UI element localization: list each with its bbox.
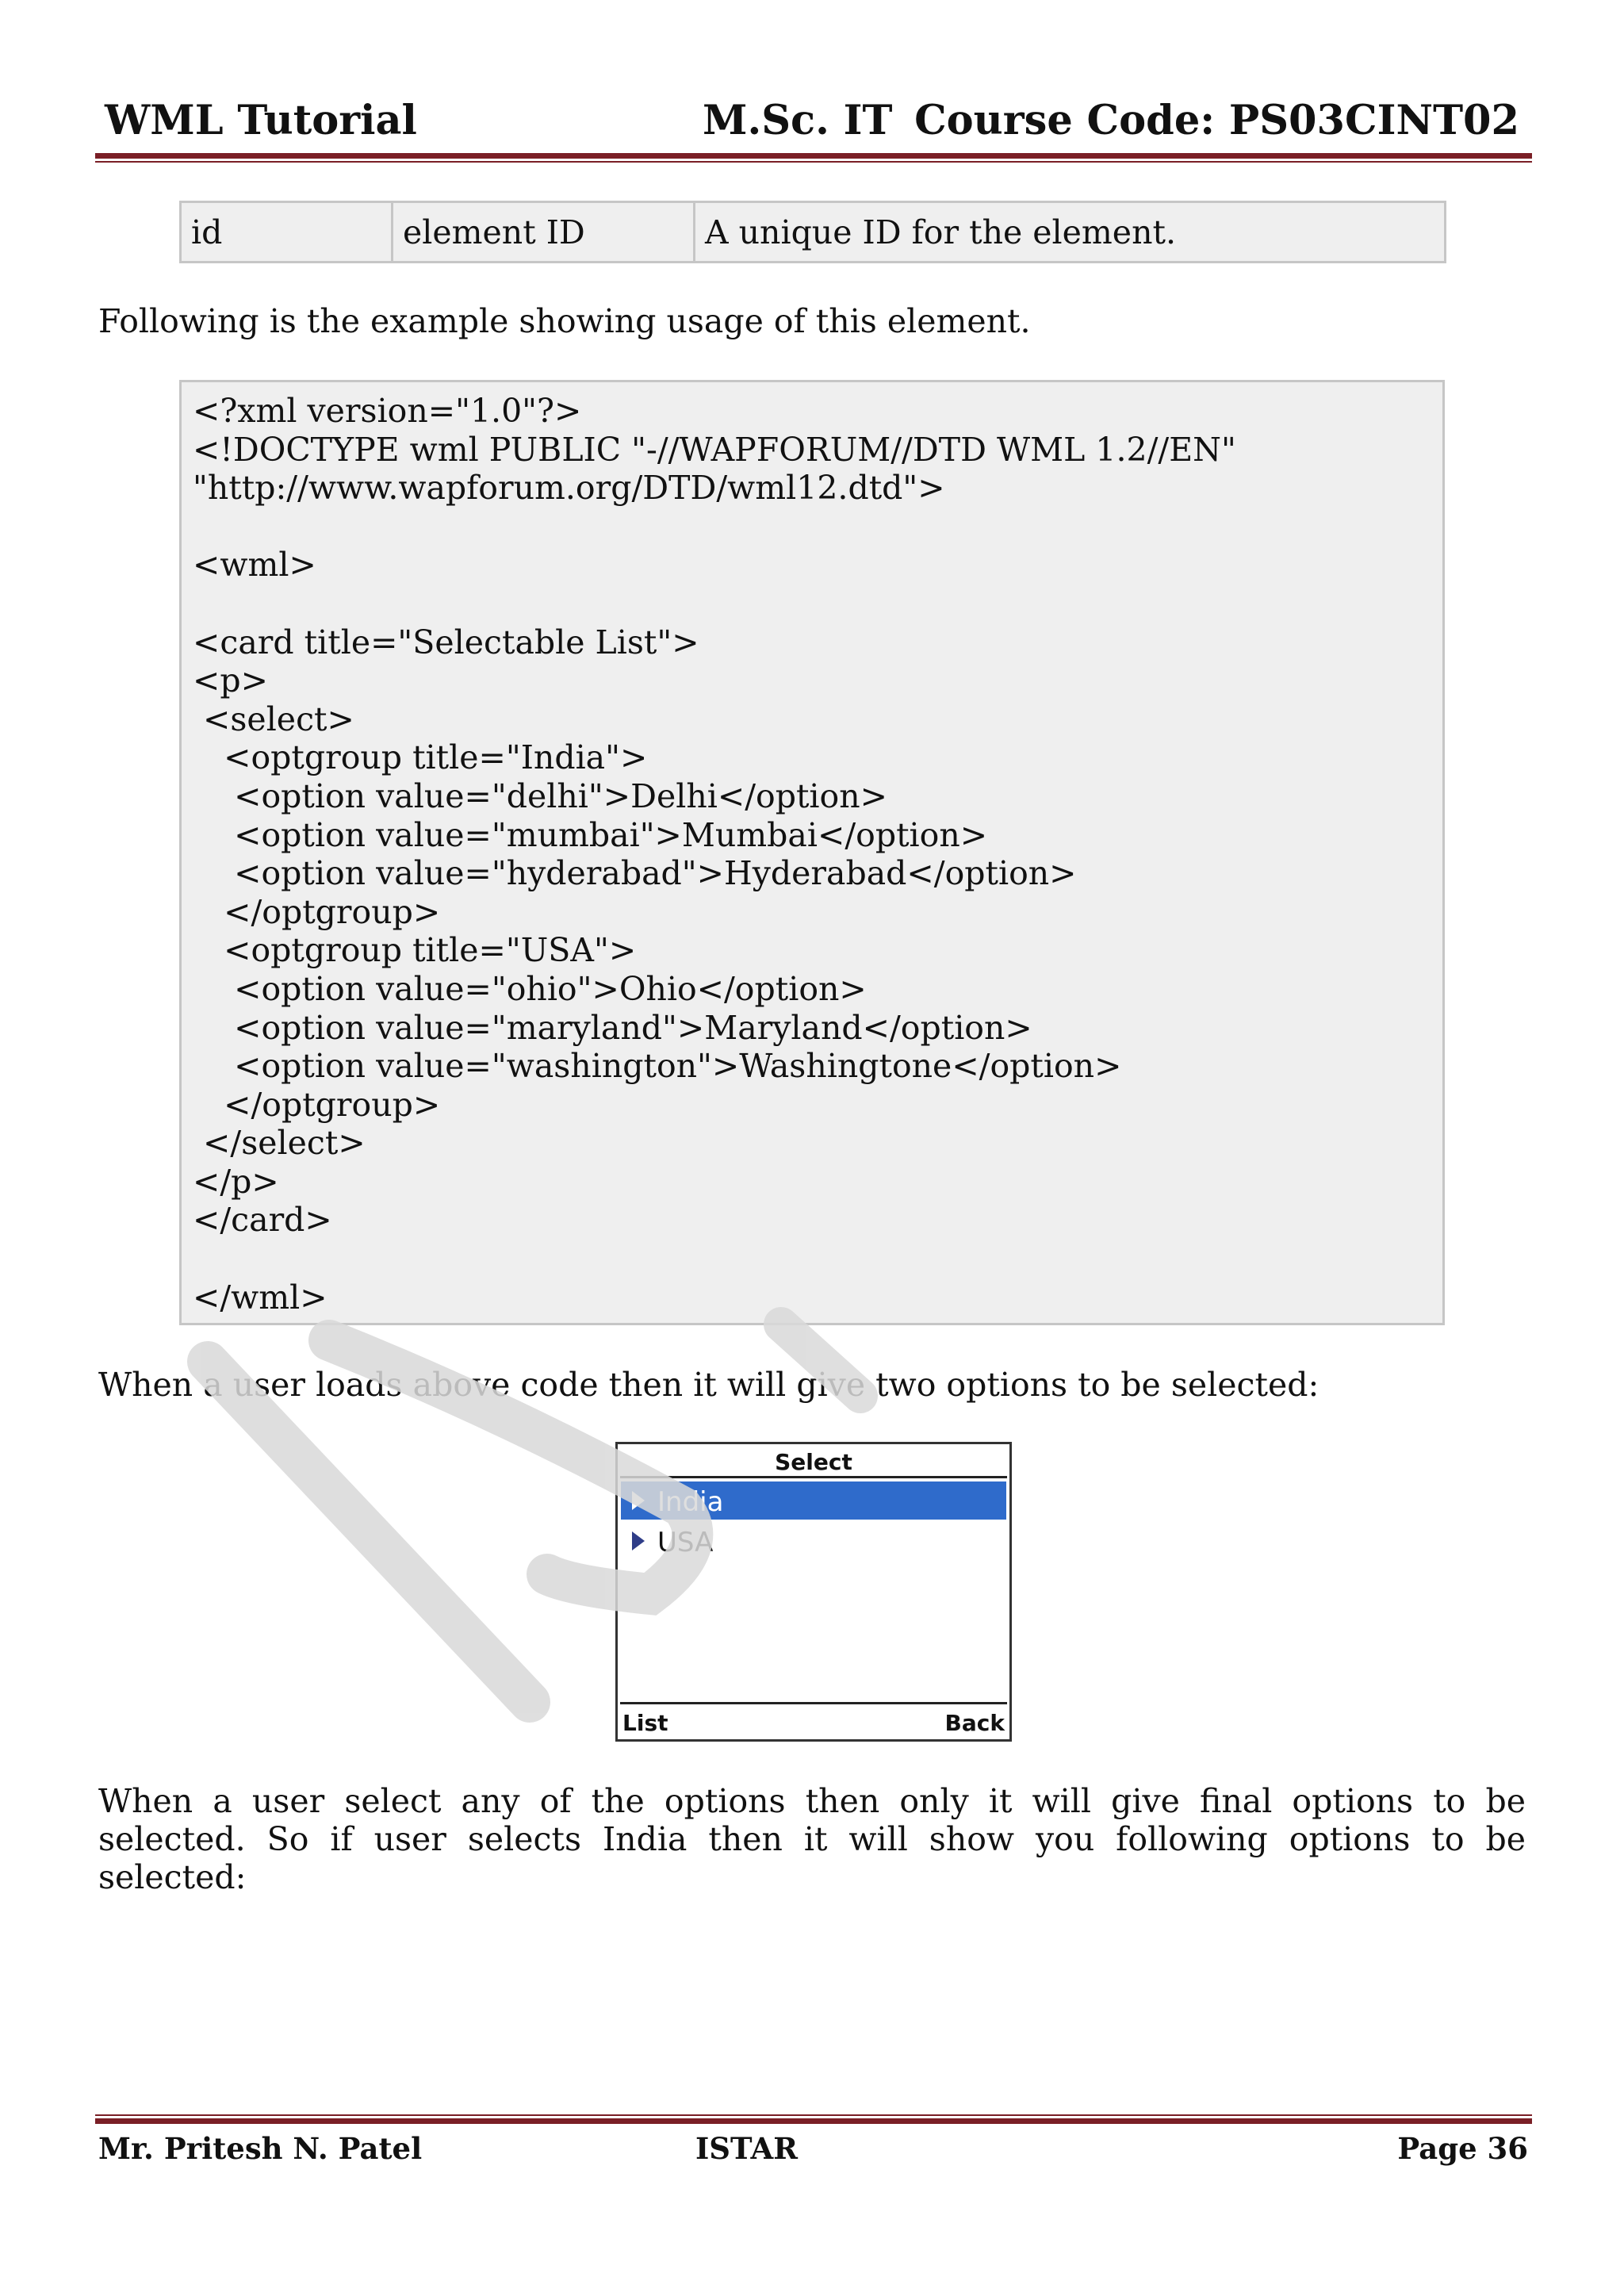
page-header (103, 97, 1519, 152)
arrow-right-icon (632, 1491, 645, 1510)
phone-option-label: India (657, 1486, 724, 1518)
header-rule (95, 153, 1532, 159)
header-course-code: Course Code: PS03CINT02 (914, 97, 1519, 144)
phone-option-usa[interactable] (621, 1522, 1006, 1560)
load-paragraph: When a user loads above code then it will give two options to be selected: (98, 1366, 1320, 1404)
phone-screenshot (615, 1442, 1012, 1742)
phone-right-softkey[interactable]: Back (944, 1710, 1005, 1736)
code-example: <?xml version="1.0"?> <!DOCTYPE wml PUBLIC "-//WAPFORUM//DTD WML 1.2//EN" "http://www.wapforum.org/DTD/wml12.dtd"> <wml> <card title="Selectable List"> <p> <select> <optgroup title="India"> <option value="delhi">Delhi</option> <option value="mumbai">Mumbai</option> <option value="hyderabad">Hyderabad</option> </optgroup> <optgroup title="USA"> <option value="ohio">Ohio</option> <option value="maryland">Maryland</option> <option value="washington">Washingtone</option> </optgroup> </select> </p> </card> </wml> (193, 392, 1236, 1317)
footer-page-number: Page 36 (1397, 2131, 1528, 2166)
footer-author: Mr. Pritesh N. Patel (98, 2131, 423, 2166)
code-example-box (179, 380, 1445, 1325)
attribute-name-cell: id (181, 202, 393, 263)
phone-screen-title: Select (775, 1449, 852, 1475)
attribute-value-cell: element ID (393, 202, 695, 263)
phone-option-label: USA (657, 1527, 714, 1558)
watermark-stroke (208, 1362, 530, 1702)
arrow-right-icon (632, 1531, 645, 1550)
footer-rule (95, 2118, 1532, 2124)
phone-option-india[interactable] (621, 1481, 1006, 1520)
header-program: M.Sc. IT (703, 97, 893, 144)
attribute-description-cell: A unique ID for the element. (695, 202, 1446, 263)
footer-institute: ISTAR (695, 2131, 798, 2166)
phone-softkey-divider (620, 1702, 1007, 1704)
select-paragraph: When a user select any of the options then only it will give final options to be selected. So if user selects India then it will show you following options to be selected: (98, 1782, 1526, 1896)
attribute-table (179, 201, 1446, 263)
header-rule-thin (95, 161, 1532, 163)
intro-paragraph: Following is the example showing usage of this element. (98, 302, 1031, 340)
table-row (181, 202, 1446, 263)
footer-rule-thin (95, 2114, 1532, 2116)
header-title: WML Tutorial (105, 97, 417, 144)
phone-left-softkey[interactable]: List (622, 1710, 668, 1736)
phone-title-divider (620, 1476, 1007, 1478)
